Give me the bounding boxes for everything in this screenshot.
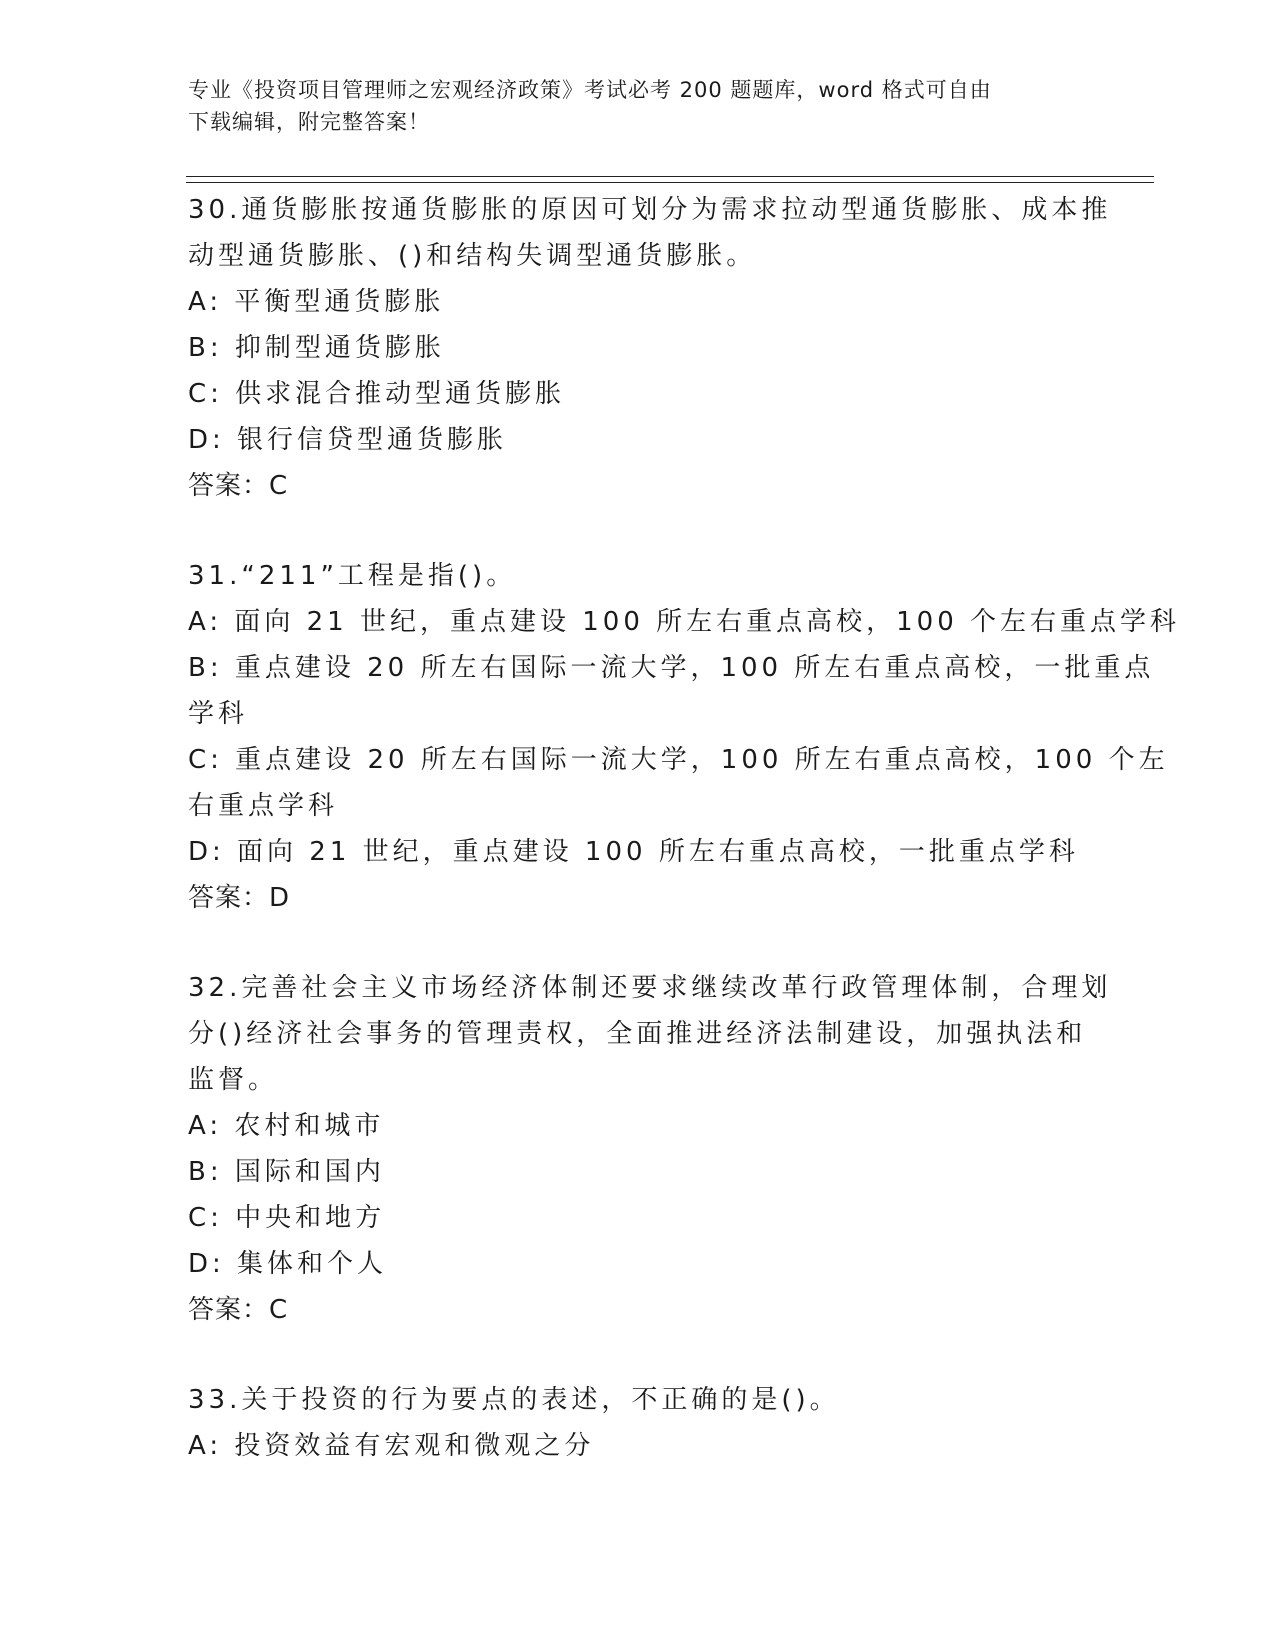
question-32 [188, 965, 1112, 1333]
question-32-option-d: D: 集体和个人 [188, 1249, 388, 1279]
question-31-answer: 答案：D [188, 883, 291, 913]
question-33-stem-line-1: 33.关于投资的行为要点的表述，不正确的是()。 [188, 1385, 840, 1415]
header-line-1: 专业《投资项目管理师之宏观经济政策》考试必考 200 题题库，word 格式可自由 [188, 78, 992, 102]
question-30-option-c: C: 供求混合推动型通货膨胀 [188, 379, 566, 409]
question-32-answer: 答案：C [188, 1295, 289, 1325]
question-31-option-c-line-2: 右重点学科 [188, 791, 339, 821]
question-30-option-d: D: 银行信贷型通货膨胀 [188, 425, 508, 455]
question-31-option-b-line-1: B: 重点建设 20 所左右国际一流大学，100 所左右重点高校，一批重点 [188, 653, 1155, 683]
question-30-option-b: B: 抑制型通货膨胀 [188, 333, 445, 363]
question-31-option-d: D: 面向 21 世纪，重点建设 100 所左右重点高校，一批重点学科 [188, 837, 1079, 867]
question-32-option-a: A: 农村和城市 [188, 1111, 385, 1141]
header-line-2: 下载编辑，附完整答案！ [188, 110, 430, 134]
document-header [188, 74, 1068, 138]
question-33 [188, 1377, 1088, 1469]
question-list [188, 187, 1181, 1469]
question-31-option-b-line-2: 学科 [188, 699, 249, 729]
question-32-option-b: B: 国际和国内 [188, 1157, 385, 1187]
header-divider-top [186, 176, 1154, 177]
question-31-option-a: A: 面向 21 世纪，重点建设 100 所左右重点高校，100 个左右重点学科 [188, 607, 1181, 637]
question-33-option-a: A: 投资效益有宏观和微观之分 [188, 1431, 595, 1461]
question-31 [188, 553, 1181, 921]
question-30-stem-line-2: 动型通货膨胀、()和结构失调型通货膨胀。 [188, 241, 757, 271]
question-31-option-c-line-1: C: 重点建设 20 所左右国际一流大学，100 所左右重点高校，100 个左 [188, 745, 1169, 775]
question-30 [188, 187, 1112, 509]
header-divider-bottom [186, 182, 1154, 183]
question-30-answer: 答案：C [188, 471, 289, 501]
question-32-stem-line-3: 监督。 [188, 1065, 279, 1095]
question-30-option-a: A: 平衡型通货膨胀 [188, 287, 445, 317]
question-32-option-c: C: 中央和地方 [188, 1203, 386, 1233]
question-31-stem-line-1: 31.“211”工程是指()。 [188, 561, 517, 591]
question-32-stem-line-2: 分()经济社会事务的管理责权，全面推进经济法制建设，加强执法和 [188, 1019, 1087, 1049]
question-32-stem-line-1: 32.完善社会主义市场经济体制还要求继续改革行政管理体制，合理划 [188, 973, 1112, 1003]
question-30-stem-line-1: 30.通货膨胀按通货膨胀的原因可划分为需求拉动型通货膨胀、成本推 [188, 195, 1112, 225]
